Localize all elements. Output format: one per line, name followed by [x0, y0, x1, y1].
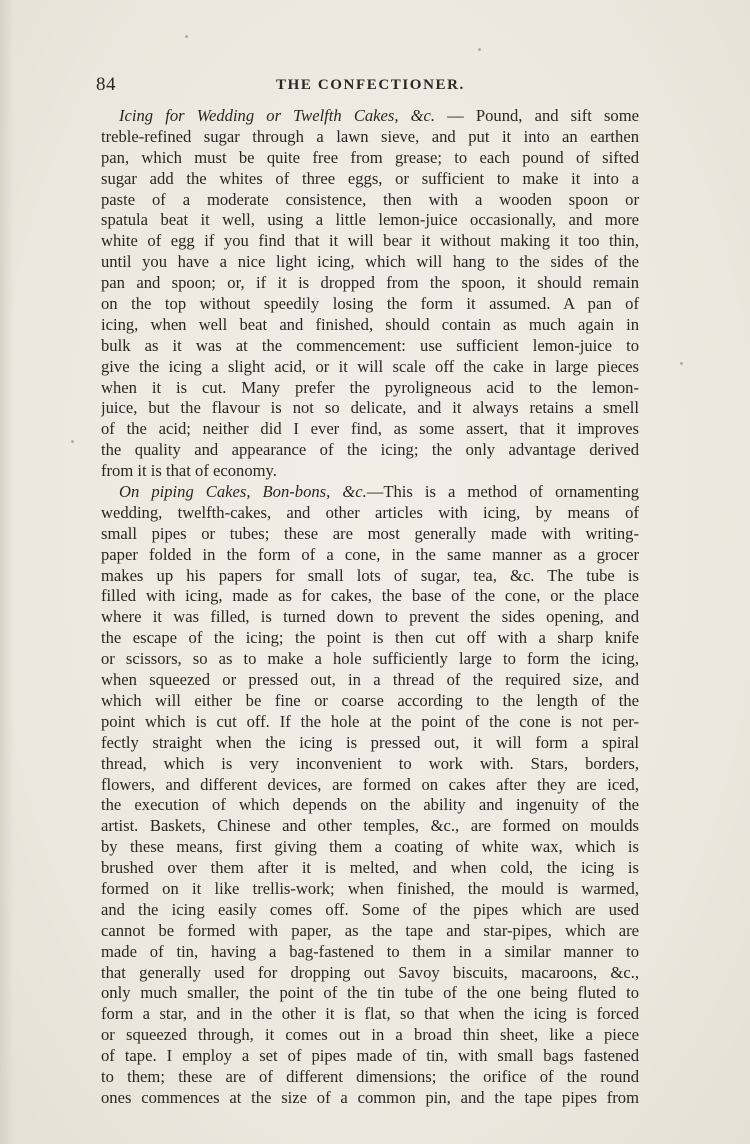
text-line: spatula beat it well, using a little lemon-juice occasionally, and more [101, 210, 639, 230]
text-line: treble-refined sugar through a lawn sieve, and put it into an earthen [101, 126, 639, 146]
text-line: formed on it like trellis-work; when finished, the mould is warmed, [101, 878, 639, 898]
text-line: when it is cut. Many prefer the pyroligneous acid to the lemon- [101, 377, 639, 397]
text-line: form a star, and in the other it is flat, so that when the icing is forced [101, 1004, 639, 1024]
text-line: small pipes or tubes; these are most generally made with writing- [101, 523, 639, 543]
text-line: by these means, first giving them a coating of white wax, which is [101, 837, 639, 857]
paragraph [101, 482, 639, 1109]
text-line: that generally used for dropping out Savoy biscuits, macaroons, &c., [101, 962, 639, 982]
text-line: or scissors, so as to make a hole sufficiently large to form the icing, [101, 649, 639, 669]
text-line: when squeezed or pressed out, in a thread of the required size, and [101, 670, 639, 690]
text-line: juice, but the flavour is not so delicate, and it always retains a smell [101, 398, 639, 418]
text-line [101, 482, 639, 503]
paragraph-heading: Icing for Wedding or Twelfth Cakes, &c. [119, 106, 436, 125]
paragraph-heading: On piping Cakes, Bon-bons, &c. [119, 482, 367, 502]
text-line: sugar add the whites of three eggs, or sufficient to make it into a [101, 168, 639, 188]
paragraph-text: —This is a method of ornamenting [366, 482, 639, 502]
text-line: pan and spoon; or, if it is dropped from the spoon, it should remain [101, 273, 639, 293]
text-line: the execution of which depends on the ability and ingenuity of the [101, 795, 639, 815]
text-line: of the acid; neither did I ever find, as some assert, that it improves [101, 419, 639, 439]
text-line: pan, which must be quite free from grease; to each pound of sifted [101, 147, 639, 167]
text-line: icing, when well beat and finished, should contain as much again in [101, 314, 639, 334]
paper-speck [680, 362, 683, 365]
text-line: and the icing easily comes off. Some of the pipes which are used [101, 899, 639, 919]
body-text [101, 106, 639, 1109]
text-line: give the icing a slight acid, or it will scale off the cake in large pieces [101, 356, 639, 376]
text-line: only much smaller, the point of the tin tube of the one being fluted to [101, 983, 639, 1003]
paper-speck [71, 440, 74, 443]
text-line: wedding, twelfth-cakes, and other articles with icing, by means of [101, 502, 639, 522]
paper-speck [478, 48, 481, 51]
paper-speck [185, 35, 188, 38]
text-line: to them; these are of different dimensions; the orifice of the round [101, 1066, 639, 1086]
text-line: or squeezed through, it comes out in a broad thin sheet, like a piece [101, 1025, 639, 1045]
text-line: which will either be fine or coarse according to the length of the [101, 690, 639, 710]
text-line: white of egg if you find that it will bear it without making it too thin, [101, 231, 639, 251]
text-line: artist. Baskets, Chinese and other temples, &c., are formed on moulds [101, 816, 639, 836]
paragraph [101, 106, 639, 482]
paragraph-text: — Pound, and sift some [435, 106, 639, 125]
text-line: paper folded in the form of a cone, in the same manner as a grocer [101, 544, 639, 564]
text-line: fectly straight when the icing is pressed out, it will form a spiral [101, 732, 639, 752]
text-line: paste of a moderate consistence, then with a wooden spoon or [101, 189, 639, 209]
text-line: filled with icing, made as for cakes, the base of the cone, or the place [101, 586, 639, 606]
text-line: brushed over them after it is melted, and when cold, the icing is [101, 858, 639, 878]
page-number: 84 [96, 74, 116, 95]
text-line: on the top without speedily losing the form it assumed. A pan of [101, 294, 639, 314]
text-line: point which is cut off. If the hole at the point of the cone is not per- [101, 711, 639, 731]
text-line: makes up his papers for small lots of sugar, tea, &c. The tube is [101, 565, 639, 585]
text-line: where it was filled, is turned down to prevent the sides opening, and [101, 607, 639, 627]
text-line: thread, which is very inconvenient to work with. Stars, borders, [101, 753, 639, 773]
page-edge-shadow [0, 0, 14, 1144]
text-line: bulk as it was at the commencement: use sufficient lemon-juice to [101, 335, 639, 355]
text-line: ones commences at the size of a common pin, and the tape pipes from [101, 1087, 639, 1107]
text-line: the quality and appearance of the icing; the only advantage derived [101, 440, 639, 460]
text-line: cannot be formed with paper, as the tape and star-pipes, which are [101, 920, 639, 940]
text-line: flowers, and different devices, are formed on cakes after they are iced, [101, 774, 639, 794]
text-line: made of tin, having a bag-fastened to them in a similar manner to [101, 941, 639, 961]
text-line: the escape of the icing; the point is then cut off with a sharp knife [101, 628, 639, 648]
text-line: of tape. I employ a set of pipes made of tin, with small bags fastened [101, 1046, 639, 1066]
text-line [101, 106, 639, 127]
text-line: from it is that of economy. [101, 461, 277, 481]
text-line: until you have a nice light icing, which will hang to the sides of the [101, 252, 639, 272]
page-header [0, 74, 750, 98]
running-title: THE CONFECTIONER. [276, 77, 465, 93]
